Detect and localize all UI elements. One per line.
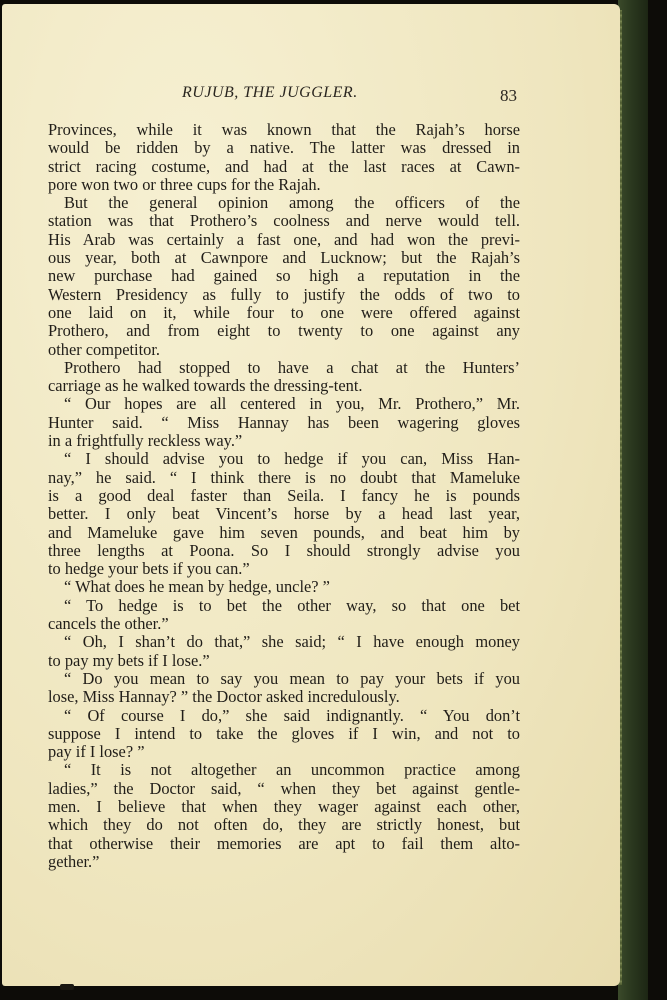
text-line: gether.” [48, 851, 100, 871]
text-line: strict racing costume, and had at the last races at Cawn- [48, 156, 520, 176]
text-line: “ I should advise you to hedge if you can, Miss Han- [64, 449, 520, 469]
running-title: RUJUB, THE JUGGLER. [182, 84, 358, 101]
text-line: in a frightfully reckless way.” [48, 431, 243, 451]
text-line: which they do not often do, they are strictly honest, but [48, 815, 520, 835]
text-line: Western Presidency as fully to justify the odds of two to [48, 284, 520, 304]
text-line: ladies,” the Doctor said, “ when they bet against gentle- [48, 778, 520, 798]
text-line: “ What does he mean by hedge, uncle? ” [64, 577, 330, 597]
text-line: suppose I intend to take the gloves if I win, and not to [48, 723, 520, 743]
text-line: “ Of course I do,” she said indignantly. “ You don’t [64, 705, 520, 725]
text-line: that otherwise their memories are apt to fail them alto- [48, 833, 520, 853]
text-line: station was that Prothero’s coolness and nerve would tell. [48, 211, 520, 231]
text-line: men. I believe that when they wager against each other, [48, 796, 520, 816]
text-line: “ Oh, I shan’t do that,” she said; “ I have enough money [64, 632, 520, 652]
text-line: to pay my bets if I lose.” [48, 650, 210, 670]
text-line: is a good deal faster than Seila. I fancy he is pounds [48, 485, 520, 505]
book-spine [618, 0, 648, 1000]
text-line: ous year, both at Cawnpore and Lucknow; but the Rajah’s [48, 248, 520, 268]
text-line: pore won two or three cups for the Rajah. [48, 174, 321, 194]
page-number: 83 [500, 86, 517, 105]
text-line: nay,” he said. “ I think there is no doubt that Mameluke [48, 467, 520, 487]
text-line: “ It is not altogether an uncommon practice among [64, 760, 520, 780]
bottom-mark [60, 984, 74, 990]
text-line: But the general opinion among the officers of the [64, 193, 520, 213]
text-line: His Arab was certainly a fast one, and had won the previ- [48, 229, 520, 249]
text-line: other competitor. [48, 339, 160, 359]
text-line: lose, Miss Hannay? ” the Doctor asked incredulously. [48, 687, 400, 707]
body-text [48, 121, 520, 871]
text-line: Prothero had stopped to have a chat at the Hunters’ [64, 357, 520, 377]
text-line: “ Our hopes are all centered in you, Mr. Prothero,” Mr. [64, 394, 520, 414]
text-line: would be ridden by a native. The latter was dressed in [48, 138, 520, 158]
text-line: “ To hedge is to bet the other way, so that one bet [64, 595, 520, 615]
text-line: new purchase had gained so high a reputation in the [48, 266, 520, 286]
text-line: better. I only beat Vincent’s horse by a head last year, [48, 504, 520, 524]
text-line: cancels the other.” [48, 614, 169, 634]
book-page [2, 4, 620, 986]
text-line: three lengths at Poona. So I should strongly advise you [48, 540, 520, 560]
text-line: Hunter said. “ Miss Hannay has been wagering gloves [48, 412, 520, 432]
text-line: and Mameluke gave him seven pounds, and beat him by [48, 522, 520, 542]
text-line: one laid on it, while four to one were offered against [48, 302, 520, 322]
text-line: Prothero, and from eight to twenty to one against any [48, 321, 520, 341]
text-line: to hedge your bets if you can.” [48, 559, 250, 579]
text-line: pay if I lose? ” [48, 742, 145, 762]
text-line: Provinces, while it was known that the Rajah’s horse [48, 120, 520, 139]
text-line: carriage as he walked towards the dressing-tent. [48, 376, 363, 396]
text-line: “ Do you mean to say you mean to pay your bets if you [64, 668, 520, 688]
